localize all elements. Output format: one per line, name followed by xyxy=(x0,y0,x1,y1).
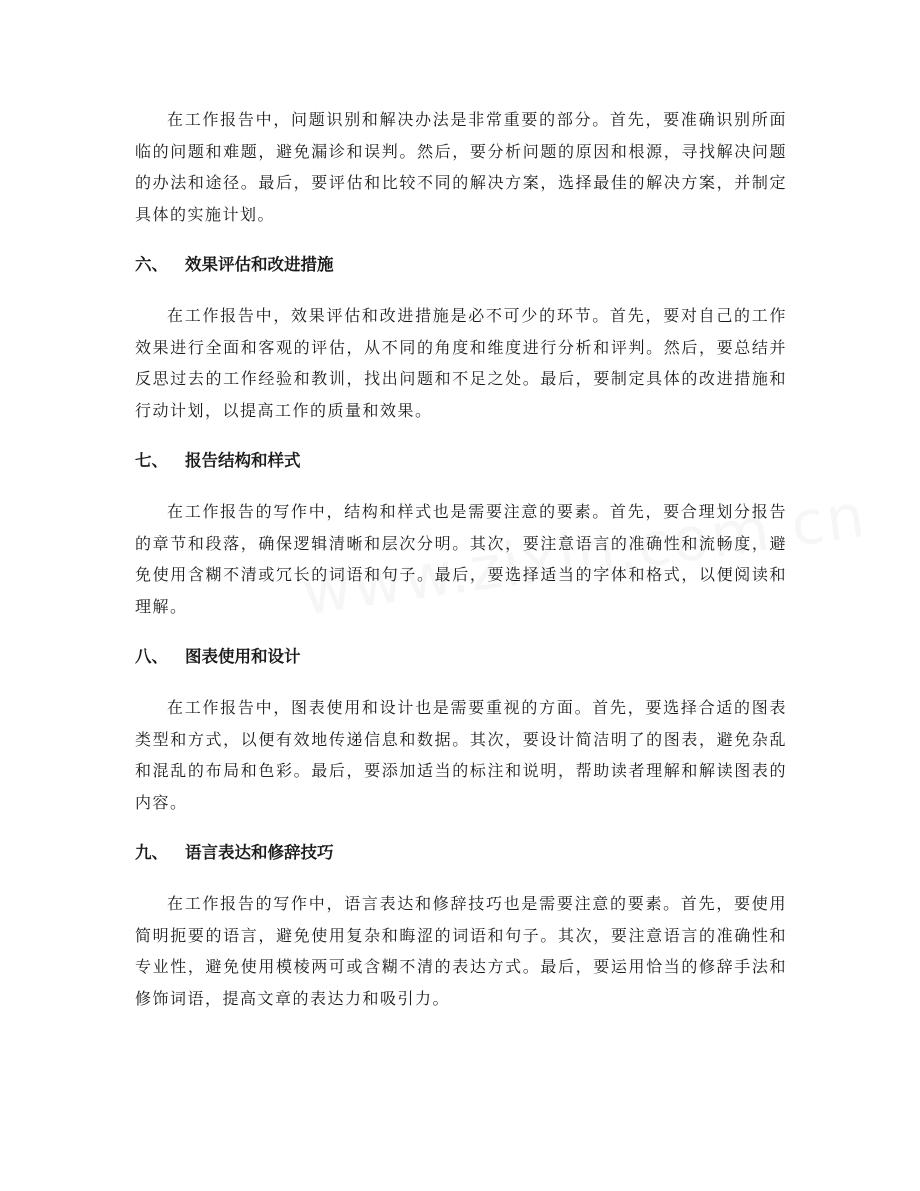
paragraph-evaluation: 在工作报告中，效果评估和改进措施是必不可少的环节。首先，要对自己的工作效果进行全面和客观的评估，从不同的角度和维度进行分析和评判。然后，要总结并反思过去的工作经验和教训，找出问题和不足之处。最后，要制定具体的改进措施和行动计划，以提高工作的质量和效果。 xyxy=(135,306,787,420)
section-number: 八、 xyxy=(135,647,168,666)
section-title: 报告结构和样式 xyxy=(185,451,301,470)
paragraph-structure: 在工作报告的写作中，结构和样式也是需要注意的要素。首先，要合理划分报告的章节和段落，确保逻辑清晰和层次分明。其次，要注意语言的准确性和流畅度，避免使用含糊不清或冗长的词语和句子。最后，要选择适当的字体和格式，以便阅读和理解。 xyxy=(135,502,787,616)
section-heading-7 xyxy=(135,449,787,473)
section-number: 七、 xyxy=(135,451,168,470)
section-title: 图表使用和设计 xyxy=(185,647,301,666)
section-heading-8 xyxy=(135,645,787,669)
section-heading-6 xyxy=(135,253,787,277)
document-body xyxy=(135,104,787,1014)
section-title: 效果评估和改进措施 xyxy=(185,255,334,274)
section-heading-9 xyxy=(135,841,787,865)
section-title: 语言表达和修辞技巧 xyxy=(185,843,334,862)
section-number: 六、 xyxy=(135,255,168,274)
paragraph-language: 在工作报告的写作中，语言表达和修辞技巧也是需要注意的要素。首先，要使用简明扼要的语言，避免使用复杂和晦涩的词语和句子。其次，要注意语言的准确性和专业性，避免使用模棱两可或含糊不清的表达方式。最后，要运用恰当的修辞手法和修饰词语，提高文章的表达力和吸引力。 xyxy=(135,894,787,1008)
paragraph-charts: 在工作报告中，图表使用和设计也是需要重视的方面。首先，要选择合适的图表类型和方式，以便有效地传递信息和数据。其次，要设计简洁明了的图表，避免杂乱和混乱的布局和色彩。最后，要添加适当的标注和说明，帮助读者理解和解读图表的内容。 xyxy=(135,698,787,812)
section-number: 九、 xyxy=(135,843,168,862)
paragraph-problem-solving: 在工作报告中，问题识别和解决办法是非常重要的部分。首先，要准确识别所面临的问题和难题，避免漏诊和误判。然后，要分析问题的原因和根源，寻找解决问题的办法和途径。最后，要评估和比较不同的解决方案，选择最佳的解决方案，并制定具体的实施计划。 xyxy=(135,110,787,224)
